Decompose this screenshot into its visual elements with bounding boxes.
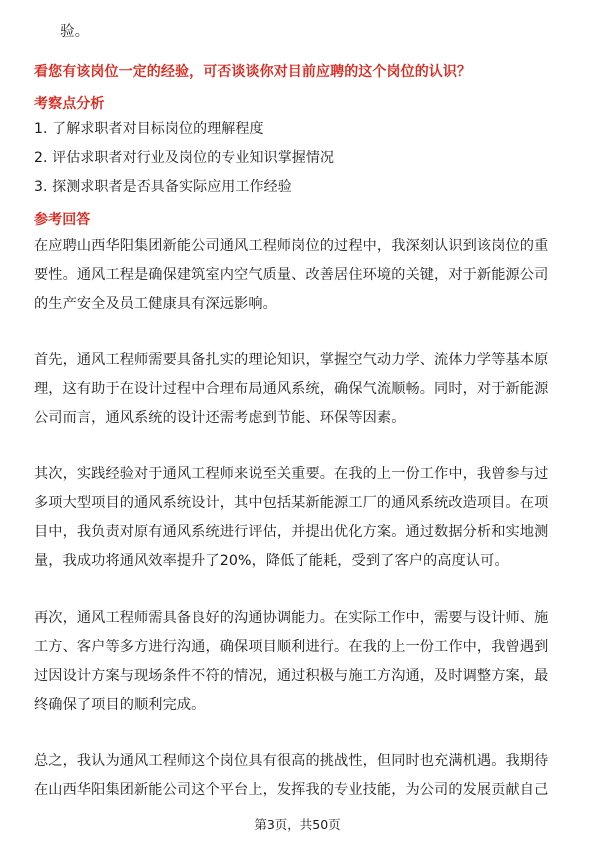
analysis-item: 2. 评估求职者对行业及岗位的专业知识掌握情况 bbox=[34, 150, 335, 166]
answer-paragraph-line: 多项大型项目的通风系统设计，其中包括某新能源工厂的通风系统改造项目。在项 bbox=[34, 495, 549, 511]
page-number-footer: 第3页，共50页 bbox=[254, 817, 341, 832]
answer-paragraph-line: 过因设计方案与现场条件不符的情况，通过积极与施工方沟通，及时调整方案，最 bbox=[34, 668, 549, 684]
answer-paragraph-line: 工方、客户等多方进行沟通，确保项目顺利进行。在我的上一份工作中，我曾遇到 bbox=[34, 639, 549, 655]
answer-paragraph-line: 终确保了项目的顺利完成。 bbox=[34, 697, 206, 713]
analysis-item: 3. 探测求职者是否具备实际应用工作经验 bbox=[34, 179, 292, 195]
answer-paragraph-line: 目中，我负责对原有通风系统进行评估，并提出优化方案。通过数据分析和实地测 bbox=[34, 524, 549, 540]
answer-paragraph-line: 再次，通风工程师需具备良好的沟通协调能力。在实际工作中，需要与设计师、施 bbox=[34, 610, 549, 626]
answer-paragraph-line: 在山西华阳集团新能公司这个平台上，发挥我的专业技能，为公司的发展贡献自己 bbox=[34, 782, 549, 798]
answer-paragraph-line: 总之，我认为通风工程师这个岗位具有很高的挑战性，但同时也充满机遇。我期待 bbox=[34, 753, 549, 769]
answer-paragraph-line: 首先，通风工程师需要具备扎实的理论知识，掌握空气动力学、流体力学等基本原 bbox=[34, 352, 549, 368]
answer-paragraph-line: 其次，实践经验对于通风工程师来说至关重要。在我的上一份工作中，我曾参与过 bbox=[34, 466, 549, 482]
answer-paragraph-line: 的生产安全及员工健康具有深远影响。 bbox=[34, 296, 277, 312]
analysis-item: 1. 了解求职者对目标岗位的理解程度 bbox=[34, 121, 264, 137]
question-heading: 看您有该岗位一定的经验，可否谈谈你对目前应聘的这个岗位的认识？ bbox=[34, 64, 472, 80]
answer-paragraph-line: 公司而言，通风系统的设计还需考虑到节能、环保等因素。 bbox=[34, 410, 406, 426]
answer-section-title: 参考回答 bbox=[34, 212, 91, 228]
analysis-section-title: 考察点分析 bbox=[34, 96, 105, 112]
answer-paragraph-line: 量，我成功将通风效率提升了20%，降低了能耗，受到了客户的高度认可。 bbox=[34, 553, 509, 569]
answer-paragraph-line: 在应聘山西华阳集团新能公司通风工程师岗位的过程中，我深刻认识到该岗位的重 bbox=[34, 238, 549, 254]
continued-text-line: 验。 bbox=[60, 24, 90, 40]
answer-paragraph-line: 理，这有助于在设计过程中合理布局通风系统，确保气流顺畅。同时，对于新能源 bbox=[34, 381, 549, 397]
answer-paragraph-line: 要性。通风工程是确保建筑室内空气质量、改善居住环境的关键，对于新能源公司 bbox=[34, 267, 549, 283]
